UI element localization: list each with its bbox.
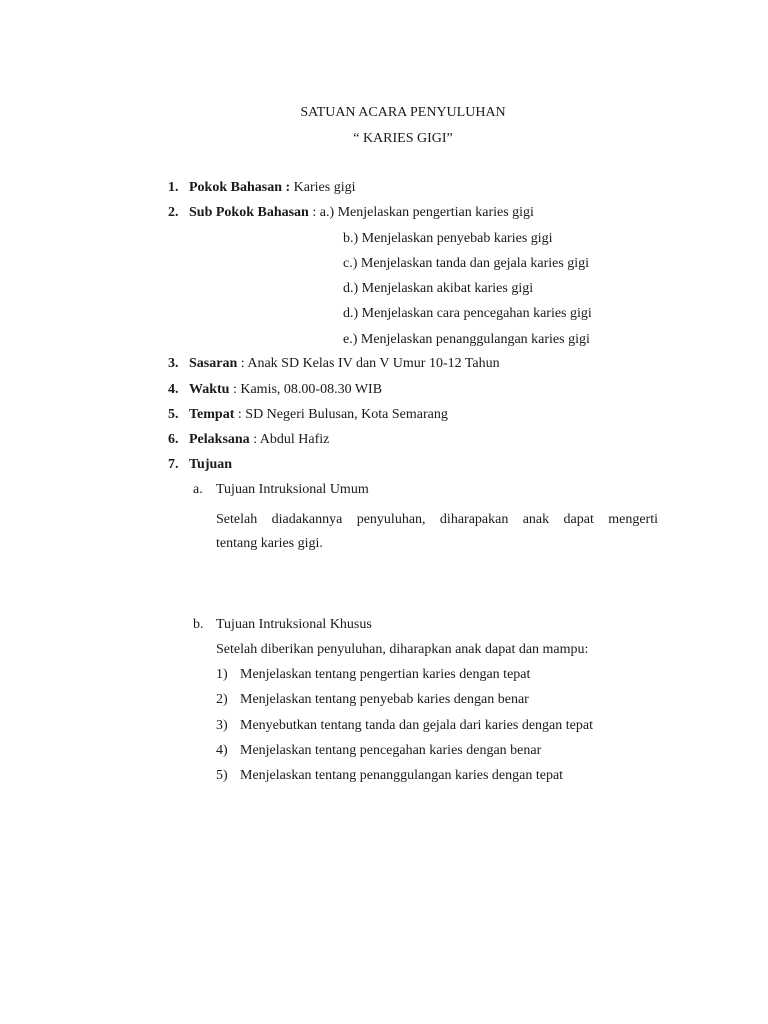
item-value: : a.) Menjelaskan pengertian karies gigi — [308, 205, 534, 220]
list-item-text: Menjelaskan tentang pengertian karies dengan tepat — [240, 667, 531, 682]
item-pokok-bahasan — [168, 178, 355, 198]
list-item-text: Menjelaskan tentang penyebab karies dengan benar — [240, 692, 529, 707]
item-label: Sasaran — [189, 356, 238, 371]
sub-item: b.) Menjelaskan penyebab karies gigi — [343, 231, 553, 246]
item-value: : Anak SD Kelas IV dan V Umur 10-12 Tahun — [237, 356, 500, 371]
list-item-number: 3) — [216, 718, 228, 733]
item-waktu — [168, 380, 382, 400]
item-number: 6. — [168, 432, 179, 447]
list-item-number: 4) — [216, 743, 228, 758]
item-sub-pokok-bahasan — [168, 203, 534, 223]
tujuan-b-intro: Setelah diberikan penyuluhan, diharapkan anak dapat dan mampu: — [216, 642, 589, 657]
tujuan-a-heading: Tujuan Intruksional Umum — [216, 482, 369, 497]
tujuan-b-heading: Tujuan Intruksional Khusus — [216, 617, 372, 632]
document-subtitle: “ KARIES GIGI” — [353, 131, 453, 146]
tujuan-b-letter: b. — [193, 617, 204, 632]
list-item — [216, 690, 228, 710]
item-value: : Abdul Hafiz — [249, 432, 330, 447]
item-value: : Kamis, 08.00-08.30 WIB — [229, 382, 383, 397]
item-tujuan — [168, 455, 232, 475]
list-item-number: 2) — [216, 692, 228, 707]
list-item — [216, 766, 228, 786]
item-sasaran — [168, 354, 500, 374]
list-item — [216, 716, 228, 736]
tujuan-a-letter: a. — [193, 482, 203, 497]
item-label: Pelaksana — [189, 432, 250, 447]
item-number: 1. — [168, 180, 179, 195]
item-label: Tempat — [189, 407, 235, 422]
item-number: 5. — [168, 407, 179, 422]
list-item-number: 1) — [216, 667, 228, 682]
list-item-text: Menjelaskan tentang pencegahan karies dengan benar — [240, 743, 542, 758]
item-number: 3. — [168, 356, 179, 371]
sub-item: e.) Menjelaskan penanggulangan karies gigi — [343, 332, 590, 347]
item-number: 7. — [168, 457, 179, 472]
list-item-text: Menyebutkan tentang tanda dan gejala dari karies dengan tepat — [240, 718, 593, 733]
item-value: : SD Negeri Bulusan, Kota Semarang — [234, 407, 448, 422]
item-pelaksana — [168, 430, 329, 450]
list-item — [216, 665, 228, 685]
item-number: 2. — [168, 205, 179, 220]
list-item-text: Menjelaskan tentang penanggulangan karies dengan tepat — [240, 768, 564, 783]
document-title: SATUAN ACARA PENYULUHAN — [300, 105, 506, 120]
sub-item: d.) Menjelaskan cara pencegahan karies gigi — [343, 306, 592, 321]
item-number: 4. — [168, 382, 179, 397]
item-label: Tujuan — [189, 457, 233, 472]
item-label: Pokok Bahasan : — [189, 180, 291, 195]
item-value: Karies gigi — [290, 180, 356, 195]
list-item-number: 5) — [216, 768, 228, 783]
list-item — [216, 741, 228, 761]
tujuan-a-text-line1: Setelah diadakannya penyuluhan, diharapakan anak dapat mengerti — [216, 512, 658, 527]
sub-item: d.) Menjelaskan akibat karies gigi — [343, 281, 534, 296]
sub-item: c.) Menjelaskan tanda dan gejala karies gigi — [343, 256, 590, 271]
item-label: Sub Pokok Bahasan — [189, 205, 309, 220]
item-label: Waktu — [189, 382, 230, 397]
tujuan-a-text-line2: tentang karies gigi. — [216, 536, 323, 551]
item-tempat — [168, 405, 448, 425]
